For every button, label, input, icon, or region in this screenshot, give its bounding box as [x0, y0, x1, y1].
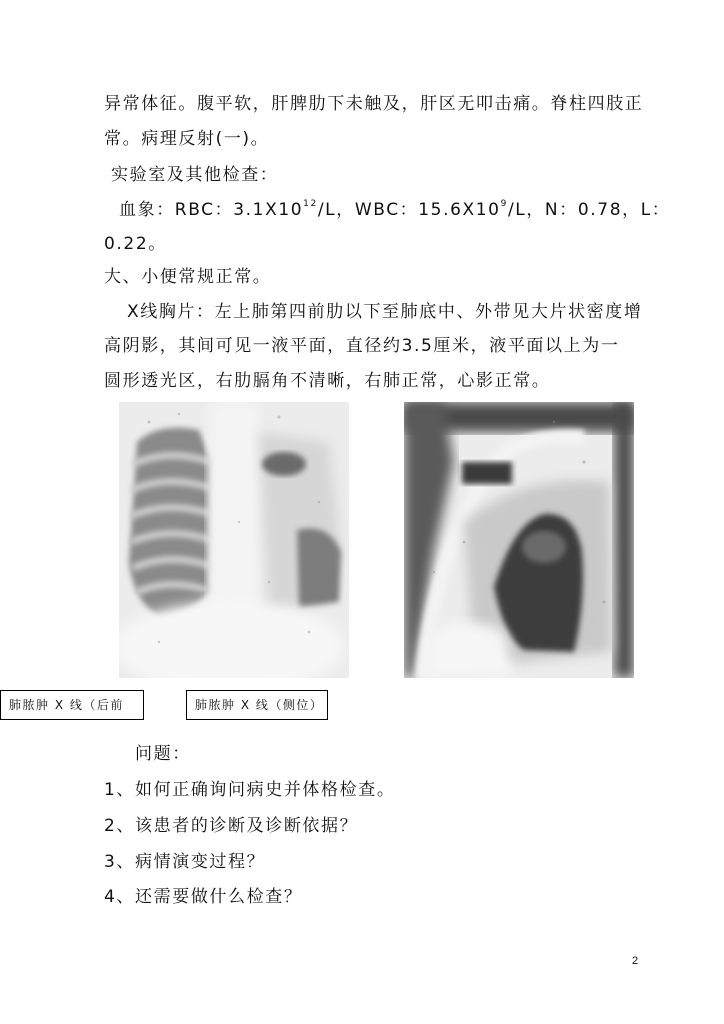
caption-pa-view: 肺脓肿 X 线（后前 — [0, 690, 144, 720]
blood-mid: /L，WBC：15.6X10 — [317, 200, 501, 220]
wbc-exponent: 9 — [500, 199, 508, 210]
xray-lateral-image — [404, 402, 634, 678]
rbc-exponent: 12 — [303, 199, 318, 210]
caption-lateral-view: 肺脓肿 X 线（侧位） — [186, 690, 328, 720]
exam-text-line-2: 常。病理反射(一)。 — [104, 129, 270, 149]
xray-pa-drawing — [119, 402, 349, 678]
questions-heading: 问题： — [135, 744, 191, 764]
urine-stool-line: 大、小便常规正常。 — [104, 267, 272, 287]
question-item-4: 4、还需要做什么检查？ — [104, 887, 303, 907]
xray-pa-image — [119, 402, 349, 678]
blood-count-line — [119, 198, 670, 222]
xray-findings-line-2: 高阴影，其间可见一液平面，直径约3.5厘米，液平面以上为一 — [104, 336, 620, 356]
lab-heading: 实验室及其他检查： — [111, 165, 279, 185]
question-item-3: 3、病情演变过程？ — [104, 852, 266, 872]
blood-prefix: 血象：RBC：3.1X10 — [119, 200, 304, 220]
xray-findings-line-1: X线胸片：左上肺第四前肋以下至肺底中、外带见大片状密度增 — [127, 302, 643, 322]
page-number: 2 — [632, 955, 639, 967]
exam-text-line-1: 异常体征。腹平软，肝脾肋下未触及，肝区无叩击痛。脊柱四肢正 — [104, 94, 644, 114]
xray-lateral-drawing — [404, 402, 634, 678]
question-item-1: 1、如何正确询问病史并体格检查。 — [104, 780, 396, 800]
blood-suffix: /L，N：0.78，L： — [507, 200, 671, 220]
blood-count-continued: 0.22。 — [104, 234, 167, 254]
xray-findings-line-3: 圆形透光区，右肋膈角不清晰，右肺正常，心影正常。 — [104, 371, 551, 391]
question-item-2: 2、该患者的诊断及诊断依据？ — [104, 816, 359, 836]
